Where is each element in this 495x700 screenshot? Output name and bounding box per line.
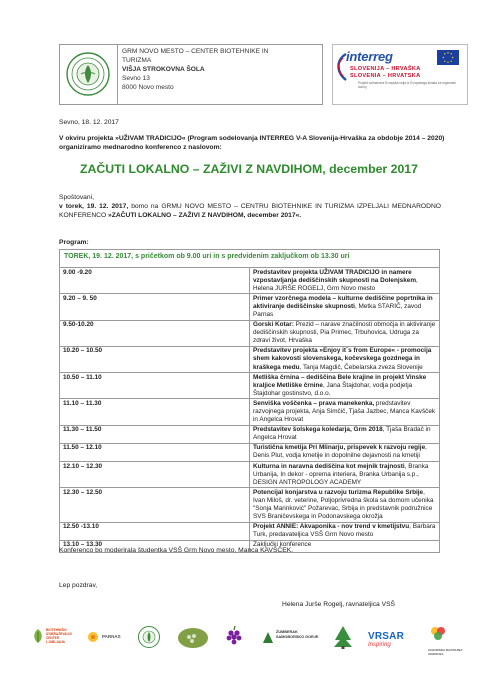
letter-intro: V okviru projekta »UŽIVAM TRADICIJO« (Program sodelovanja INTERREG V-A Slovenija-Hrvaška za obdobje 2014 – 2020) organiziramo mednarodno konferenco z naslovom: <box>59 135 445 151</box>
program-item-title: Projekt ANNIE: Akvaponika - nov trend v kmetijstvu <box>253 523 410 531</box>
bic-logo-text: BIOTEHNIŠKI IZOBRAŽEVALNI CENTER LJUBLJANA <box>46 628 72 644</box>
eu-flag-icon <box>437 50 459 65</box>
header-street: Sevno 13 <box>122 75 150 82</box>
parnas-flower-icon <box>86 630 100 644</box>
program-time: 11.50 – 12.10 <box>60 443 250 461</box>
footer-logo-pine-icon <box>330 624 356 650</box>
program-item-details: , Jana Štajdohar, vodja podjetja Štajdohar gostinstvo, d.o.o. <box>253 381 413 397</box>
program-item <box>250 522 440 540</box>
program-item <box>250 268 440 294</box>
program-item-details: , Ivan Miloš, dr. veterine, Poljoprivredna škola sa domom učenika "Sonja Marinković" Požarevac, Srbija in predstavnik podružnice SVS Braničevskega in Podonavskega okrožja <box>253 488 434 521</box>
footer-logo-zumberak <box>262 630 320 644</box>
interreg-programme-name <box>350 66 421 79</box>
program-item-details: , Branka Urbanija, In dekor - oprema interiera, Branka Urbanija s.p., DESIGN ANTROPOLOGY ACADEMY <box>253 462 429 486</box>
program-table <box>59 249 440 553</box>
conference-title: ZAČUTI LOKALNO – ZAŽIVI Z NAVDIHOM, december 2017 <box>80 162 418 176</box>
program-item-details: predstavitev razvojnega projekta, Anja Simčič, Tjaša Jazbec, Manca Kavšček in Angelca Hrovat <box>253 399 436 424</box>
header-address <box>122 47 268 92</box>
program-row <box>60 488 440 522</box>
paragraph-body: bomo na GRMU NOVO MESTO – CENTRU BIOTEHNIKE IN TURIZMA IZPELJALI MEDNARODNO KONFERENCO <box>59 203 441 220</box>
paragraph-title: »ZAČUTI LOKALNO – ZAŽIVI Z NAVDIHOM, december 2017«. <box>108 212 302 220</box>
paragraph-date: v torek, 19. 12. 2017, <box>59 203 129 210</box>
program-item <box>250 399 440 425</box>
program-time: 12.30 – 12.50 <box>60 488 250 522</box>
program-item-title: Gorski Kotar: <box>253 321 294 329</box>
program-item-details: , Barbara Turk, predavateljica VSŠ Grm Novo mesto <box>253 523 436 539</box>
program-time: 13.10 – 13.30 <box>60 540 250 552</box>
interreg-line-1: SLOVENIJA – HRVAŠKA <box>350 66 421 72</box>
zara-logo-text: ZAGORSKA RAZVOJNA AGENCIJA <box>428 648 463 656</box>
zumberak-mountain-icon <box>262 630 274 644</box>
program-item <box>250 425 440 443</box>
program-row <box>60 294 440 320</box>
program-row <box>60 320 440 346</box>
signature: Helena Jurše Rogelj, ravnateljica VSŠ <box>282 601 396 608</box>
greeting: Spoštovani, <box>59 194 94 201</box>
program-time: 10.50 – 11.10 <box>60 373 250 399</box>
program-row <box>60 425 440 443</box>
moderator-note: Konferenco bo moderirala študentka VSŠ Grm Novo mesto, Manca KAVŠČEK. <box>59 547 294 554</box>
program-time: 9.50-10.20 <box>60 320 250 346</box>
program-item-details: Zaključki konference <box>253 541 312 549</box>
program-item-title: Primer vzorčnega modela – kulturne dediščine poprtnika in aktiviranje dediščinske skupnosti <box>253 294 433 310</box>
program-item-details: , Helena JURŠE ROGELJ, Grm Novo mesto <box>253 276 418 292</box>
closing-greeting: Lep pozdrav, <box>59 582 98 589</box>
program-item-details: Prezid – narave značilnosti območja in aktiviranje dediščinskih skupnosti, Pia Primec, Trbuhovica, Udruga za zdravi život, Hrvaška <box>253 321 436 345</box>
program-item-title: Potencijal konjarstva u razvoju turizma Republike Srbije <box>253 488 424 496</box>
interreg-line-2: SLOVENIA – HRVATSKA <box>350 72 421 79</box>
program-time: 9.20 – 9. 50 <box>60 294 250 320</box>
program-time: 11.10 – 11.30 <box>60 399 250 425</box>
zara-circles-icon <box>428 624 448 644</box>
header-divider <box>117 44 118 105</box>
interreg-wordmark: interreg <box>346 49 393 64</box>
program-item-title: Predstavitev projekta UŽIVAM TRADICIJO in namere vzpostavljanja dediščinskih skupnosti na Dolenjskem <box>253 268 417 284</box>
program-time: 9.00 -9.20 <box>60 268 250 294</box>
program-header: TOREK, 19. 12. 2017, s pričetkom ob 9.00 uri in s predvidenim zaključkom ob 13.30 uri <box>60 250 440 268</box>
program-item <box>250 462 440 488</box>
footer-logo-grape-icon <box>176 624 210 650</box>
header-org-line-2: TURIZMA <box>122 57 152 64</box>
program-item <box>250 320 440 346</box>
program-row <box>60 268 440 294</box>
footer-logo-parnas <box>86 630 126 644</box>
footer-logo-vrsar <box>368 632 416 649</box>
program-time: 12.50 -13.10 <box>60 522 250 540</box>
footer-logo-zara <box>428 624 468 656</box>
program-row <box>60 399 440 425</box>
program-item-title: Kulturna in naravna dediščina kot mejnik trajnosti <box>253 462 405 470</box>
program-item-title: Metliška črnina – dediščina Bele krajine in projekt Vinske kraljice Metliške črnine <box>253 373 427 389</box>
program-time: 12.10 – 12.30 <box>60 462 250 488</box>
header-org-line-1: GRM NOVO MESTO – CENTER BIOTEHNIKE IN <box>122 48 269 55</box>
program-row <box>60 373 440 399</box>
program-item-details: , Denis Plut, vodja kmetije in dopolnilne dejavnosti na kmetiji <box>253 444 427 460</box>
interreg-cofinancing-note: Projekt sofinancira Evropska unija iz Evropskega sklada za regionalni razvoj <box>358 81 456 90</box>
program-time: 10.20 – 10.50 <box>60 346 250 372</box>
letter-date: Sevno, 18. 12. 2017 <box>59 119 119 126</box>
program-item-title: Turistična kmetija Pri Mlinarju, prispevek k razvoju regije <box>253 444 426 452</box>
vrsar-logo-tagline: Inspiring <box>368 642 391 648</box>
school-logo-icon <box>64 46 112 102</box>
header-city: 8000 Novo mesto <box>122 84 174 91</box>
program-item-details: , Tjaša Bradač in Angelca Hrovat <box>253 426 431 442</box>
program-item <box>250 373 440 399</box>
footer-logo-bic <box>32 628 78 644</box>
program-rows <box>60 268 440 553</box>
bic-leaf-icon <box>32 628 44 644</box>
zumberak-logo-text: ŽUMBERAK SAMOBORSKO GORJE <box>276 630 319 639</box>
program-item <box>250 294 440 320</box>
program-item-details: , Metka STARIČ, zavod Parnas <box>253 302 422 318</box>
program-item-details: , Tanja Magdič, Čebelarska zveza Slovenije <box>299 363 423 371</box>
program-item <box>250 346 440 372</box>
program-item-title: Predstavitev šolskega koledarja, Grm 2018 <box>253 426 383 434</box>
program-row <box>60 462 440 488</box>
program-item <box>250 443 440 461</box>
footer-logo-grape-cluster-icon <box>222 624 246 650</box>
header-school: VIŠJA STROKOVNA ŠOLA <box>122 66 205 73</box>
program-row <box>60 346 440 372</box>
invitation-paragraph <box>59 202 441 221</box>
program-time: 11.30 – 11.50 <box>60 425 250 443</box>
program-row <box>60 443 440 461</box>
footer-logo-grm-icon <box>137 625 161 649</box>
parnas-logo-text: PARNAS <box>102 634 121 639</box>
program-label: Program: <box>59 239 89 246</box>
program-item-title: Predstavitev projekta »Enjoy it`s from Europe« - promocija shem kakovosti slovenskega, kočevskega gozdnega in kraškega medu <box>253 347 432 371</box>
program-item <box>250 488 440 522</box>
program-item-title: Senviška voščenka – prava manekenka, <box>253 399 375 407</box>
vrsar-logo-text: VRSAR <box>368 631 405 642</box>
program-row <box>60 522 440 540</box>
